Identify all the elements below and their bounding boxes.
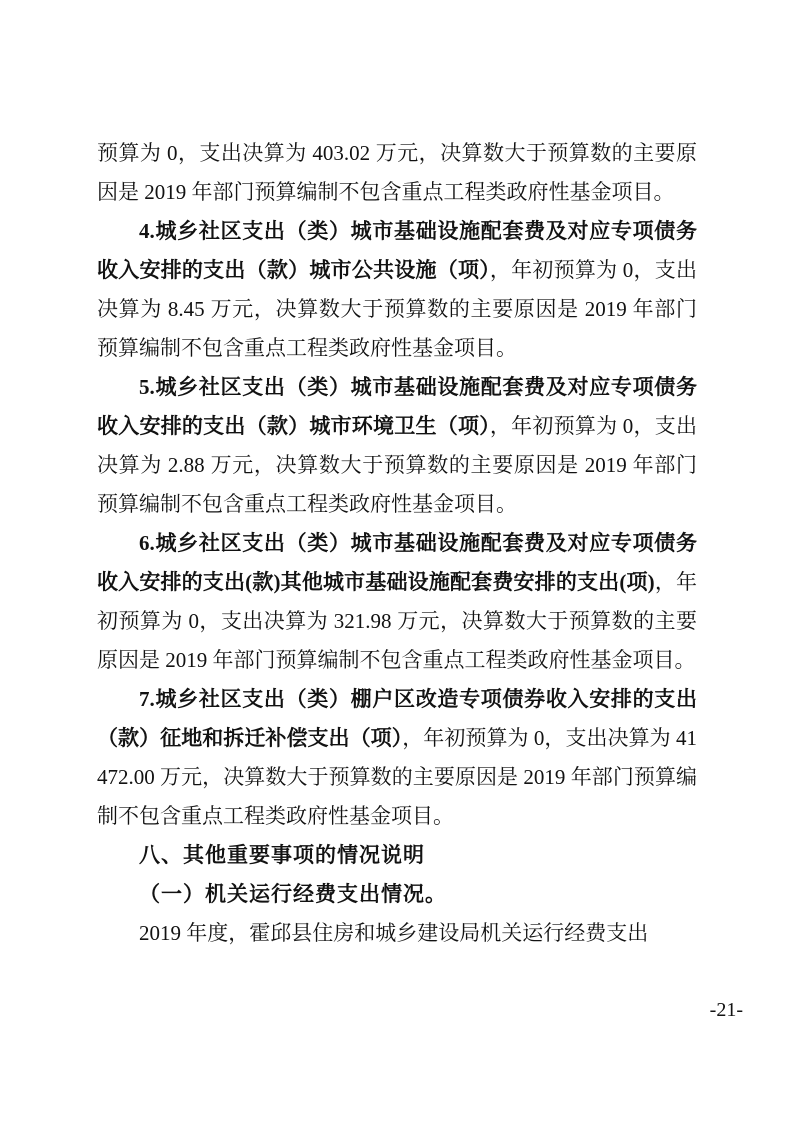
para-item-7 — [97, 680, 697, 836]
text-run: ，年初预算为 0，支出决算为 321.98 万元，决算数大于预算数的主要原因是 2019 年部门预算编制不包含重点工程类政府性基金项目。 — [97, 570, 697, 672]
bold-text-run: （一）机关运行经费支出情况。 — [139, 883, 447, 906]
page-number: -21- — [709, 999, 743, 1021]
para-item-4 — [97, 212, 697, 368]
bold-text-run: 4.城乡社区支出（类）城市基础设施配套费及对应专项债务收入安排的支出（款）城市公共设施（项） — [97, 219, 697, 282]
para-continuation-item3 — [97, 134, 697, 212]
heading-section-8 — [97, 836, 697, 875]
text-run: ，年初预算为 0，支出决算为 8.45 万元，决算数大于预算数的主要原因是 2019 年部门预算编制不包含重点工程类政府性基金项目。 — [97, 258, 697, 360]
text-run: 2019 年度，霍邱县住房和城乡建设局机关运行经费支出 — [139, 921, 649, 945]
bold-text-run: 八、其他重要事项的情况说明 — [139, 844, 425, 867]
document-content — [97, 134, 697, 953]
heading-subsection-1 — [97, 875, 697, 914]
bold-text-run: 5.城乡社区支出（类）城市基础设施配套费及对应专项债务收入安排的支出（款）城市环境卫生（项） — [97, 375, 697, 438]
text-run: ，年初预算为 0，支出决算为 41472.00 万元，决算数大于预算数的主要原因是 2019 年部门预算编制不包含重点工程类政府性基金项目。 — [97, 726, 697, 828]
para-item-6 — [97, 524, 697, 680]
bold-text-run: 7.城乡社区支出（类）棚户区改造专项债券收入安排的支出（款）征地和拆迁补偿支出（项） — [97, 687, 697, 750]
para-final — [97, 914, 697, 953]
para-item-5 — [97, 368, 697, 524]
text-run: 预算为 0，支出决算为 403.02 万元，决算数大于预算数的主要原因是 2019 年部门预算编制不包含重点工程类政府性基金项目。 — [97, 141, 697, 204]
text-run: ，年初预算为 0，支出决算为 2.88 万元，决算数大于预算数的主要原因是 2019 年部门预算编制不包含重点工程类政府性基金项目。 — [97, 414, 697, 516]
bold-text-run: 6.城乡社区支出（类）城市基础设施配套费及对应专项债务收入安排的支出(款)其他城市基础设施配套费安排的支出(项) — [97, 531, 697, 594]
